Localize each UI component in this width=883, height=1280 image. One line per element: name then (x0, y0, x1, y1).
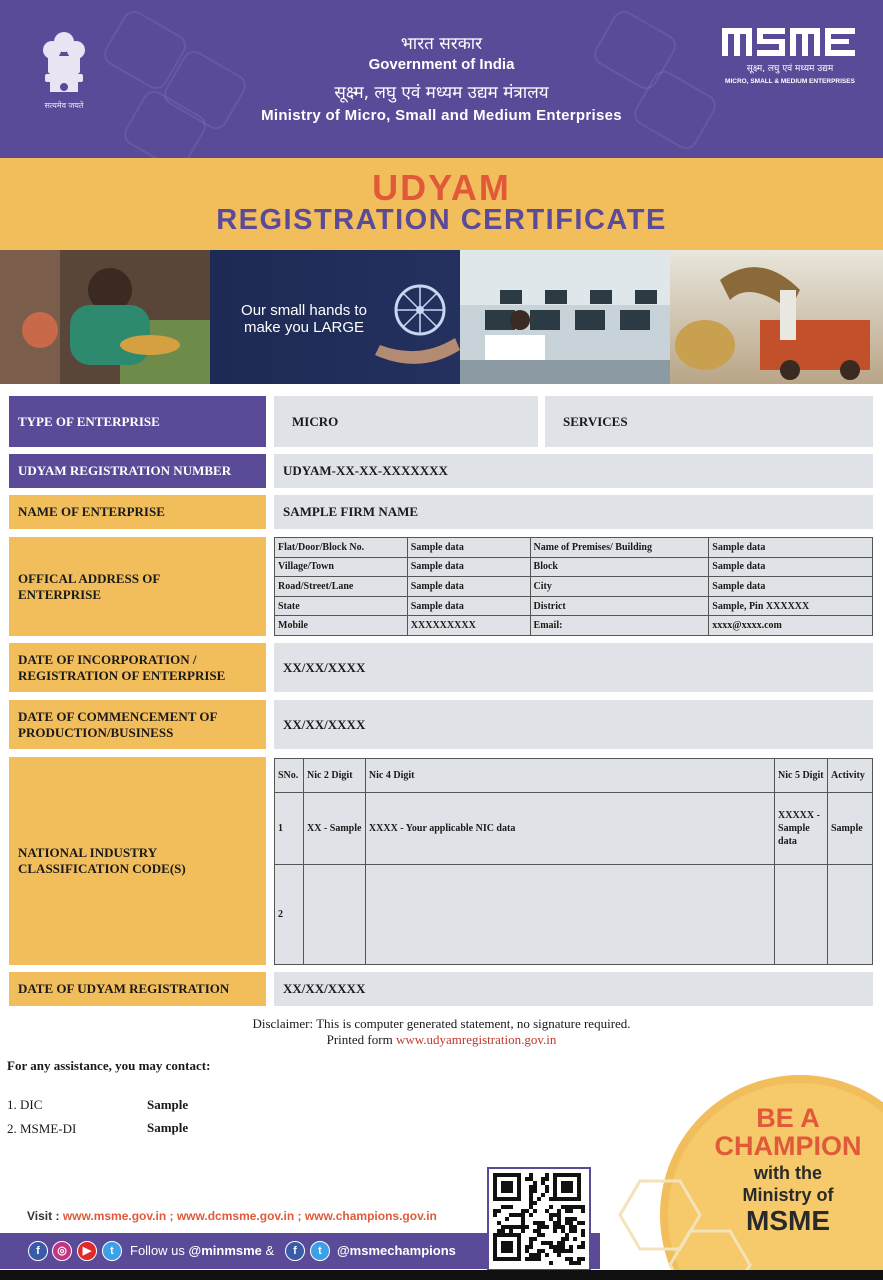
emblem-caption: सत्यमेव जयते (44, 101, 84, 110)
contact-msme-di-label: 2. MSME-DI (7, 1121, 77, 1136)
address-field-value: Sample data (407, 596, 530, 616)
youtube-icon[interactable]: ▶ (77, 1241, 97, 1261)
nic-header-cell: Nic 4 Digit (365, 759, 774, 793)
slogan-line-2: make you LARGE (243, 319, 365, 336)
msme-logo (722, 26, 856, 58)
address-row (275, 538, 873, 558)
address-field-value: Sample data (407, 577, 530, 597)
udyam-registration-date-label: DATE OF UDYAM REGISTRATION (9, 972, 266, 1006)
champion-line-3: with the (754, 1163, 822, 1183)
enterprise-sector-value: SERVICES (545, 396, 873, 447)
commencement-date-label: DATE OF COMMENCEMENT OF PRODUCTION/BUSINESS (9, 700, 266, 749)
nic-cell (827, 865, 872, 965)
enterprise-name-label: NAME OF ENTERPRISE (9, 495, 266, 529)
enterprise-name-value: SAMPLE FIRM NAME (274, 495, 873, 529)
champion-line-4: Ministry of (742, 1185, 834, 1205)
certificate-title-band (0, 158, 883, 250)
registration-number-value: UDYAM-XX-XX-XXXXXXX (274, 454, 873, 488)
msme-hindi-subtitle: सूक्ष्म, लघु एवं मध्यम उद्यम (746, 64, 834, 74)
msme-full-subtitle: MICRO, SMALL & MEDIUM ENTERPRISES (725, 78, 855, 85)
assistance-heading: For any assistance, you may contact: (7, 1058, 211, 1073)
nic-cell (365, 865, 774, 965)
official-address-label: OFFICAL ADDRESS OF ENTERPRISE (9, 537, 266, 636)
disclaimer-text: Disclaimer: This is computer generated statement, no signature required. (252, 1016, 631, 1031)
address-field-value: Sample data (407, 538, 530, 558)
follow-prefix: Follow us (130, 1243, 185, 1258)
hindi-government-title: भारत सरकार (400, 34, 483, 54)
udyam-registration-date-value: XX/XX/XXXX (274, 972, 873, 1006)
nic-cell: 2 (275, 865, 304, 965)
champion-line-2: CHAMPION (714, 1131, 862, 1161)
facebook-icon[interactable]: f (28, 1241, 48, 1261)
nic-cell: Sample (827, 793, 872, 865)
incorporation-date-label: DATE OF INCORPORATION / REGISTRATION OF ENTERPRISE (9, 643, 266, 692)
contact-dic-value: Sample (147, 1097, 189, 1112)
address-field-value: Sample data (709, 557, 873, 577)
slogan-line-1: Our small hands to (241, 302, 367, 319)
minmsme-handle[interactable]: @minmsme (188, 1243, 262, 1258)
ministry-title: Ministry of Micro, Small and Medium Enterprises (261, 107, 622, 124)
address-field-label: Name of Premises/ Building (530, 538, 709, 558)
address-row (275, 557, 873, 577)
address-row (275, 616, 873, 636)
government-title: Government of India (368, 56, 515, 73)
address-field-value: Sample data (709, 538, 873, 558)
address-field-label: Mobile (275, 616, 408, 636)
banner-slogan (224, 302, 384, 336)
address-field-label: City (530, 577, 709, 597)
banner-illustration (0, 250, 883, 384)
address-field-label: Village/Town (275, 557, 408, 577)
follow-us-text (130, 1243, 274, 1258)
udyam-registration-link[interactable]: www.udyamregistration.gov.in (395, 1032, 557, 1047)
address-field-value: xxxx@xxxx.com (709, 616, 873, 636)
nic-codes-table (274, 758, 873, 965)
instagram-icon[interactable]: ◎ (52, 1241, 72, 1261)
address-field-label: Road/Street/Lane (275, 577, 408, 597)
certificate-title-udyam: UDYAM (372, 167, 511, 208)
bottom-edge (0, 1270, 883, 1280)
address-table (274, 537, 873, 636)
contact-dic-label: 1. DIC (7, 1097, 43, 1112)
nic-cell (303, 865, 365, 965)
nic-header-cell: Nic 2 Digit (303, 759, 365, 793)
nic-cell: XXXXX - Sample data (775, 793, 828, 865)
certificate-title: REGISTRATION CERTIFICATE (216, 204, 667, 236)
champion-line-5: MSME (746, 1205, 830, 1236)
government-header (0, 0, 883, 158)
contact-msme-di-value: Sample (147, 1120, 189, 1135)
nic-cell: XXXX - Your applicable NIC data (365, 793, 774, 865)
address-field-label: Email: (530, 616, 709, 636)
nic-header-cell: SNo. (275, 759, 304, 793)
address-field-label: State (275, 596, 408, 616)
printed-form-line (0, 1032, 883, 1048)
facebook-icon-2[interactable]: f (285, 1241, 305, 1261)
qr-code[interactable] (487, 1167, 591, 1271)
nic-codes-label: NATIONAL INDUSTRY CLASSIFICATION CODE(S) (9, 757, 266, 965)
type-of-enterprise-label: TYPE OF ENTERPRISE (9, 396, 266, 447)
address-field-value: Sample data (407, 557, 530, 577)
nic-cell: 1 (275, 793, 304, 865)
registration-number-label: UDYAM REGISTRATION NUMBER (9, 454, 266, 488)
nic-cell: XX - Sample (303, 793, 365, 865)
champion-line-1: BE A (756, 1103, 820, 1133)
address-field-value: Sample data (709, 577, 873, 597)
nic-cell (775, 865, 828, 965)
visit-label: Visit : (27, 1209, 60, 1223)
twitter-icon[interactable]: t (102, 1241, 122, 1261)
nic-row (275, 793, 873, 865)
address-field-label: District (530, 596, 709, 616)
nic-row (275, 865, 873, 965)
nic-header-row (275, 759, 873, 793)
address-field-value: Sample, Pin XXXXXX (709, 596, 873, 616)
msmechampions-handle[interactable]: @msmechampions (337, 1243, 456, 1258)
incorporation-date-value: XX/XX/XXXX (274, 643, 873, 692)
type-of-enterprise-value: MICRO (274, 396, 538, 447)
nic-header-cell: Nic 5 Digit (775, 759, 828, 793)
address-field-label: Flat/Door/Block No. (275, 538, 408, 558)
address-field-label: Block (530, 557, 709, 577)
address-row (275, 577, 873, 597)
banner-image (0, 250, 883, 384)
printed-form-prefix: Printed form (326, 1032, 393, 1047)
commencement-date-value: XX/XX/XXXX (274, 700, 873, 749)
hindi-ministry-title: सूक्ष्म, लघु एवं मध्यम उद्यम मंत्रालय (334, 83, 549, 103)
visit-links (27, 1209, 437, 1223)
address-row (275, 596, 873, 616)
visit-urls[interactable]: www.msme.gov.in ; www.dcmsme.gov.in ; www.champions.gov.in (62, 1209, 437, 1223)
twitter-icon-2[interactable]: t (310, 1241, 330, 1261)
follow-ampersand: & (265, 1243, 275, 1258)
address-field-value: XXXXXXXXX (407, 616, 530, 636)
nic-header-cell: Activity (827, 759, 872, 793)
